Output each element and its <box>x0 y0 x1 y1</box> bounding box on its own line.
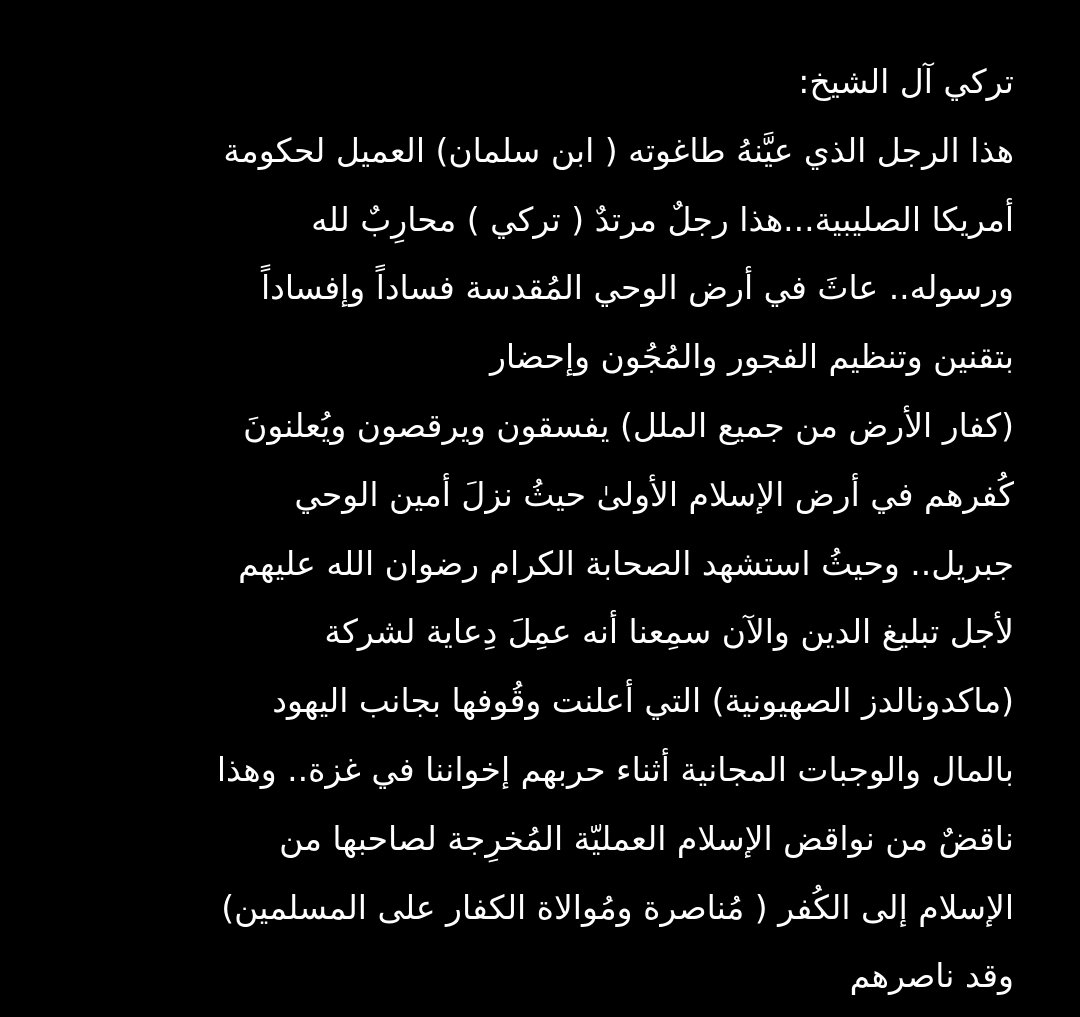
text-line: الإسلام إلى الكُفر ( مُناصرة ومُوالاة الكفار على المسلمين) <box>221 887 1014 927</box>
text-line: ناقضٌ من نواقض الإسلام العمليّة المُخرِجة لصاحبها من <box>279 818 1014 858</box>
post-text <box>114 48 1014 1011</box>
text-line: بتقنين وتنظيم الفجور والمُجُون وإحضار <box>489 337 1014 377</box>
text-line: هذا الرجل الذي عيَّنهُ طاغوته ( ابن سلمان) العميل لحكومة <box>223 130 1014 170</box>
text-line: كُفرهم في أرض الإسلام الأولىٰ حيثُ نزلَ أمين الوحي <box>294 474 1014 514</box>
text-line: ورسوله.. عاثَ في أرض الوحي المُقدسة فساداً وإفساداً <box>260 268 1014 308</box>
text-line: (ماكدونالدز الصهيونية) التي أعلنت وقُوفها بجانب اليهود <box>272 681 1014 721</box>
post-heading: تركي آل الشيخ: <box>798 62 1014 101</box>
text-line: وقد ناصرهم <box>849 956 1014 996</box>
text-line: (كفار الأرض من جميع الملل) يفسقون ويرقصون ويُعلنونَ <box>243 405 1014 445</box>
text-line: لأجل تبليغ الدين والآن سمِعنا أنه عمِلَ دِعاية لشركة <box>324 612 1014 652</box>
text-line: أمريكا الصليبية...هذا رجلٌ مرتدٌ ( تركي ) محارِبٌ لله <box>311 199 1014 239</box>
text-line: جبريل.. وحيثُ استشهد الصحابة الكرام رضوان الله عليهم <box>238 543 1014 583</box>
text-line: بالمال والوجبات المجانية أثناء حربهم إخواننا في غزة.. وهذا <box>216 749 1014 789</box>
